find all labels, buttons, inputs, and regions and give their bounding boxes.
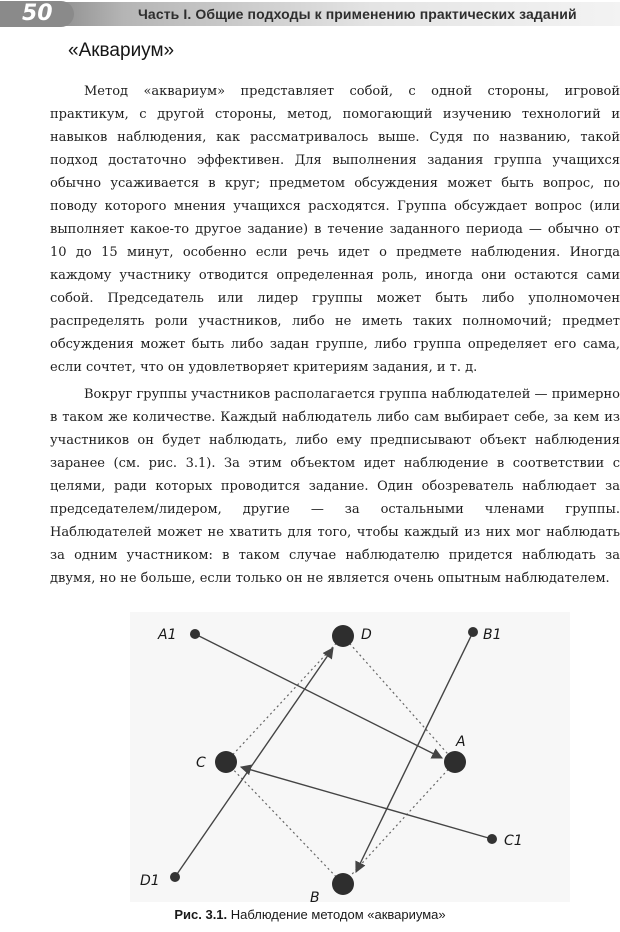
label-a: A [456,734,466,750]
label-b1: B1 [483,627,502,643]
figure-aquarium-diagram [130,612,570,902]
diagram-svg [130,612,570,902]
observer-c1 [487,834,497,844]
paragraph-1: Метод «аквариум» представляет собой, с одной стороны, игровой практикум, с другой стороны, метод, помогающий изучению технологий и навыков наблюдения, как рассматривалось выше. Судя по названию, такой подход достаточно эффективен. Для выполнения задания группа учащихся обычно усаживается в круг; предметом обсуждения может быть вопрос, по поводу которого мнения учащихся расходятся. Группа обсуждает вопрос (или выполняет какое-то другое задание) в течение заданного периода — обычно от 10 до 15 минут, особенно если речь идет о предмете наблюдения. Иногда каждому участнику отводится определенная роль, иногда они остаются сами собой. Председатель или лидер группы может быть либо уполномочен распределять роли участников, либо не иметь таких полномочий; предмет обсуждения может быть либо задан группе, либо группа определяет его сама, если сочтет, что он удовлетворяет критериям задания, и т. д. [50,84,620,375]
running-head: Часть I. Общие подходы к применению практических заданий [138,6,577,22]
label-b: B [310,890,320,902]
participant-a [444,751,466,773]
figure-caption [0,907,620,922]
label-d1: D1 [140,873,160,889]
label-a1: A1 [158,627,177,643]
observer-d1 [170,872,180,882]
caption-text: Наблюдение методом «аквариума» [227,907,446,922]
section-title: «Аквариум» [68,40,175,61]
label-c: C [196,755,206,771]
participant-b [332,873,354,895]
caption-number: Рис. 3.1. [174,907,228,922]
participant-c [215,751,237,773]
paragraph-2: Вокруг группы участников располагается группа наблюдателей — примерно в таком же количестве. Каждый наблюдатель либо сам выбирает себе, за кем из участников он будет наблюдать, либо ему предписывают объект наблюдения заранее (см. рис. 3.1). За этим объектом идет наблюдение в соответствии с целями, ради которых проводится задание. Один обозреватель наблюдает за председателем/лидером, другие — за остальными членами группы. Наблюдателей может не хватить для того, чтобы каждый из них мог наблюдать за одним участником: в таком случае наблюдателю придется наблюдать за двумя, но не больше, если только он не является очень опытным наблюдателем. [50,387,620,586]
observer-a1 [190,629,200,639]
participant-d [332,625,354,647]
label-c1: C1 [504,833,523,849]
observer-b1 [468,627,478,637]
page-number: 50 [22,1,53,26]
label-d: D [361,627,372,643]
page-header [0,0,620,30]
